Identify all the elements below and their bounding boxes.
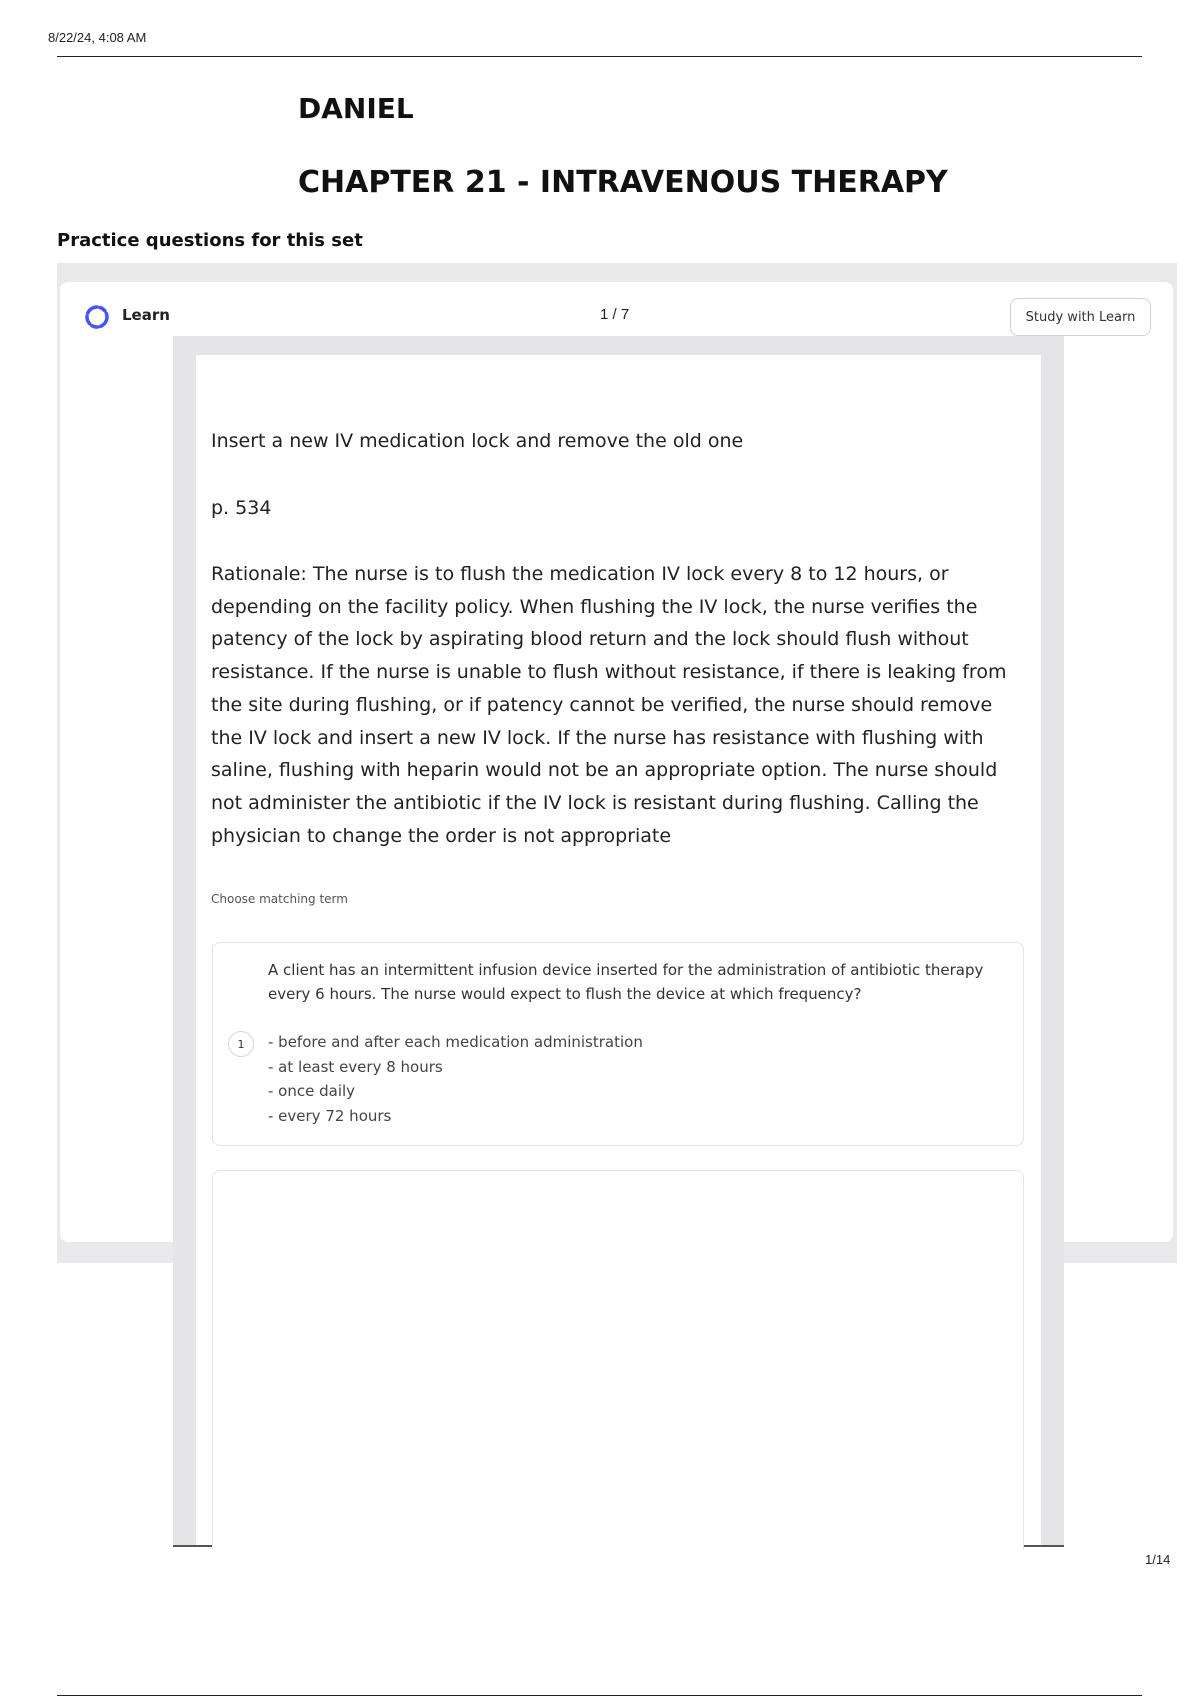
- choose-matching-term-label: Choose matching term: [211, 892, 348, 906]
- card-page-reference: p. 534: [211, 497, 272, 519]
- option-number-badge: 1: [228, 1031, 254, 1057]
- question-progress: 1 / 7: [600, 306, 630, 323]
- study-with-learn-button[interactable]: Study with Learn: [1010, 298, 1151, 336]
- card-rationale: Rationale: The nurse is to flush the medication IV lock every 8 to 12 hours, or depending on the facility policy. When flushing the IV lock, the nurse verifies the patency of the lock by aspirating blood return and the lock should flush without resistance. If the nurse is unable to flush without resistance, if there is leaking from the site during flushing, or if patency cannot be verified, the nurse should remove the IV lock and insert a new IV lock. If the nurse has resistance with flushing with saline, flushing with heparin would not be an appropriate option. The nurse should not administer the antibiotic if the IV lock is resistant during flushing. Calling the physician to change the order is not appropriate: [211, 563, 1007, 847]
- question-text: A client has an intermittent infusion device inserted for the administration of antibiotic therapy every 6 hours. The nurse would expect to flush the device at which frequency?: [268, 961, 984, 1003]
- page-number: 1/14: [1145, 1552, 1171, 1567]
- card-term: Insert a new IV medication lock and remove the old one: [211, 430, 744, 452]
- learn-logo-icon: [83, 302, 111, 332]
- second-option-card[interactable]: [212, 1170, 1024, 1550]
- answer-option: - every 72 hours: [268, 1106, 392, 1125]
- header-divider: [57, 56, 1142, 57]
- chapter-heading: CHAPTER 21 - INTRAVENOUS THERAPY: [298, 165, 948, 200]
- footer-divider: [57, 1695, 1142, 1696]
- page-title: DANIEL: [298, 92, 414, 125]
- learn-mode-label: Learn: [122, 306, 170, 324]
- answer-option: - before and after each medication administration: [268, 1033, 643, 1051]
- section-heading: Practice questions for this set: [57, 230, 363, 251]
- answer-option: - once daily: [268, 1082, 356, 1100]
- answer-option: - at least every 8 hours: [268, 1057, 443, 1076]
- print-timestamp: 8/22/24, 4:08 AM: [48, 30, 147, 45]
- answer-options-list: [268, 1030, 643, 1128]
